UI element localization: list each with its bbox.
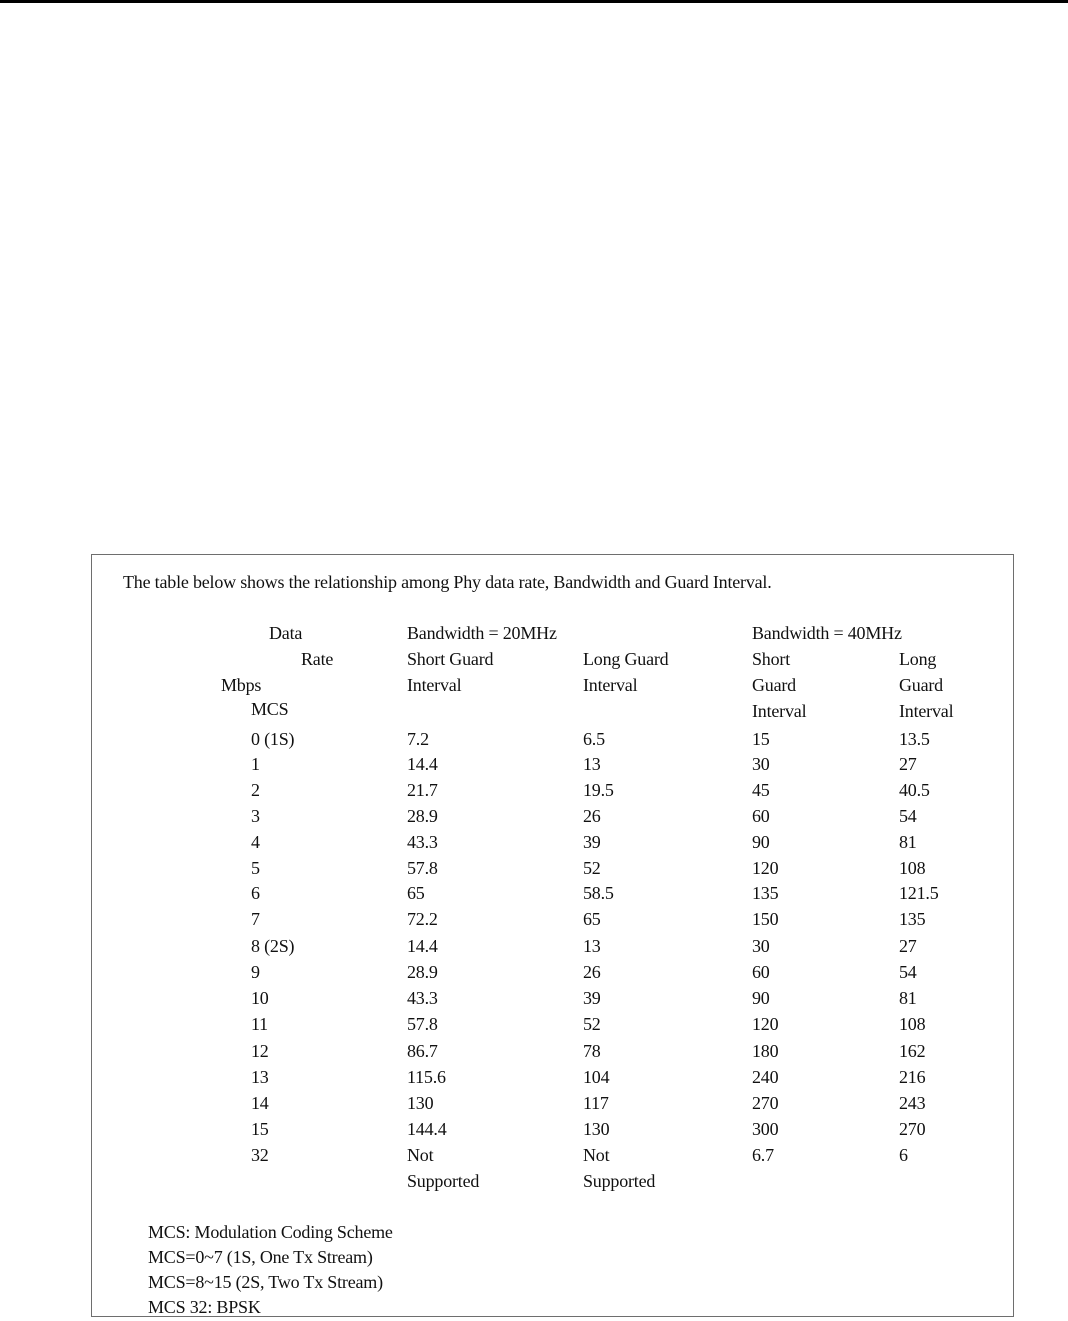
cell-l20: 104 — [583, 1067, 610, 1087]
cell-s40: 60 — [752, 806, 770, 826]
cell-s20: Not — [407, 1145, 434, 1165]
cell-l40: 81 — [899, 832, 917, 852]
cell-l20: 39 — [583, 832, 601, 852]
cell-l20: 13 — [583, 754, 601, 774]
cell-l40: 270 — [899, 1119, 926, 1139]
cell-l40: 135 — [899, 909, 926, 929]
cell-l40: 243 — [899, 1093, 926, 1113]
cell-mcs: 13 — [251, 1067, 269, 1087]
header-bw40-short-1: Short — [752, 649, 791, 669]
cell-l40: 216 — [899, 1067, 926, 1087]
cell-s20: 144.4 — [407, 1119, 447, 1139]
cell-s40: 150 — [752, 909, 779, 929]
cell-mcs: 6 — [251, 883, 260, 903]
cell-mcs: 1 — [251, 754, 260, 774]
cell-l20: 26 — [583, 962, 601, 982]
header-mbps: Mbps — [221, 675, 262, 695]
cell-l40: 108 — [899, 1014, 926, 1034]
cell-s20: 115.6 — [407, 1067, 446, 1087]
cell-mcs: 12 — [251, 1041, 269, 1061]
cell-l40: 13.5 — [899, 729, 930, 749]
cell-s20: 28.9 — [407, 962, 438, 982]
cell-s20: 28.9 — [407, 806, 438, 826]
cell-s20-continuation: Supported — [407, 1171, 480, 1191]
data-rate-panel — [91, 554, 1014, 1317]
cell-l20: 65 — [583, 909, 601, 929]
cell-s40: 90 — [752, 988, 770, 1008]
cell-l40: 54 — [899, 806, 917, 826]
cell-s20: 72.2 — [407, 909, 438, 929]
header-bw40-long-3: Interval — [899, 701, 954, 721]
cell-l40: 27 — [899, 936, 917, 956]
cell-l20: 6.5 — [583, 729, 605, 749]
header-bw20: Bandwidth = 20MHz — [407, 623, 557, 643]
top-rule — [0, 0, 1068, 3]
cell-mcs: 14 — [251, 1093, 269, 1113]
header-bw40-short-3: Interval — [752, 701, 807, 721]
cell-l20: 39 — [583, 988, 601, 1008]
header-bw40: Bandwidth = 40MHz — [752, 623, 902, 643]
cell-mcs: 10 — [251, 988, 269, 1008]
cell-l40: 108 — [899, 858, 926, 878]
cell-l40: 121.5 — [899, 883, 939, 903]
cell-s40: 180 — [752, 1041, 779, 1061]
cell-l40: 6 — [899, 1145, 908, 1165]
header-bw20-long-1: Long Guard — [583, 649, 669, 669]
cell-l20: Not — [583, 1145, 610, 1165]
cell-l20: 19.5 — [583, 780, 614, 800]
cell-s40: 120 — [752, 1014, 779, 1034]
cell-l20-continuation: Supported — [583, 1171, 656, 1191]
cell-mcs: 11 — [251, 1014, 268, 1034]
header-bw20-long-2: Interval — [583, 675, 638, 695]
cell-l20: 52 — [583, 1014, 601, 1034]
cell-s20: 43.3 — [407, 988, 438, 1008]
cell-s40: 6.7 — [752, 1145, 774, 1165]
header-bw40-long-1: Long — [899, 649, 937, 669]
cell-s20: 21.7 — [407, 780, 438, 800]
cell-s40: 270 — [752, 1093, 779, 1113]
cell-s20: 14.4 — [407, 936, 438, 956]
cell-s20: 43.3 — [407, 832, 438, 852]
cell-s40: 90 — [752, 832, 770, 852]
cell-s40: 15 — [752, 729, 770, 749]
cell-mcs: 9 — [251, 962, 260, 982]
cell-mcs: 3 — [251, 806, 260, 826]
cell-s20: 57.8 — [407, 858, 438, 878]
cell-s40: 135 — [752, 883, 779, 903]
cell-l20: 58.5 — [583, 883, 614, 903]
cell-l20: 26 — [583, 806, 601, 826]
cell-mcs: 8 (2S) — [251, 936, 295, 956]
cell-s20: 57.8 — [407, 1014, 438, 1034]
cell-s40: 45 — [752, 780, 770, 800]
note-line: MCS 32: BPSK — [148, 1297, 261, 1317]
header-bw20-short-2: Interval — [407, 675, 462, 695]
cell-s20: 86.7 — [407, 1041, 438, 1061]
cell-l20: 13 — [583, 936, 601, 956]
cell-l40: 54 — [899, 962, 917, 982]
cell-s40: 60 — [752, 962, 770, 982]
cell-l40: 40.5 — [899, 780, 930, 800]
cell-l20: 117 — [583, 1093, 609, 1113]
cell-s20: 65 — [407, 883, 425, 903]
intro-text: The table below shows the relationship among Phy data rate, Bandwidth and Guard Interval. — [123, 572, 772, 592]
cell-l40: 162 — [899, 1041, 926, 1061]
cell-s20: 7.2 — [407, 729, 429, 749]
header-rate: Rate — [301, 649, 334, 669]
cell-l40: 81 — [899, 988, 917, 1008]
cell-s40: 300 — [752, 1119, 779, 1139]
note-line: MCS: Modulation Coding Scheme — [148, 1222, 393, 1242]
header-mcs: MCS — [251, 699, 289, 719]
header-bw40-short-2: Guard — [752, 675, 796, 695]
cell-mcs: 7 — [251, 909, 260, 929]
cell-s40: 30 — [752, 754, 770, 774]
cell-mcs: 15 — [251, 1119, 269, 1139]
note-line: MCS=0~7 (1S, One Tx Stream) — [148, 1247, 373, 1267]
cell-mcs: 4 — [251, 832, 260, 852]
cell-l20: 130 — [583, 1119, 610, 1139]
cell-mcs: 5 — [251, 858, 260, 878]
cell-s40: 120 — [752, 858, 779, 878]
cell-s20: 130 — [407, 1093, 434, 1113]
cell-mcs: 0 (1S) — [251, 729, 295, 749]
cell-l40: 27 — [899, 754, 917, 774]
cell-mcs: 2 — [251, 780, 260, 800]
header-bw40-long-2: Guard — [899, 675, 943, 695]
cell-s20: 14.4 — [407, 754, 438, 774]
header-bw20-short-1: Short Guard — [407, 649, 494, 669]
cell-s40: 30 — [752, 936, 770, 956]
header-data: Data — [269, 623, 303, 643]
note-line: MCS=8~15 (2S, Two Tx Stream) — [148, 1272, 383, 1292]
cell-l20: 52 — [583, 858, 601, 878]
cell-s40: 240 — [752, 1067, 779, 1087]
cell-mcs: 32 — [251, 1145, 269, 1165]
cell-l20: 78 — [583, 1041, 601, 1061]
